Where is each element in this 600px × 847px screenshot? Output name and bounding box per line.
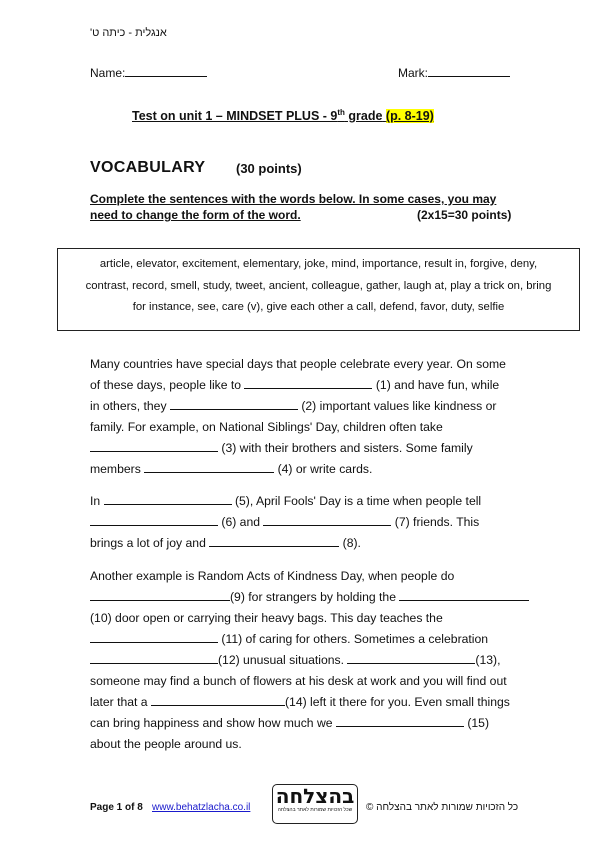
text-span: (4) or write cards. [274, 462, 373, 476]
text-span: brings a lot of joy and [90, 536, 210, 550]
text-line: about the people around us. [90, 737, 242, 751]
text-span: (5), April Fools' Day is a time when people tell [231, 494, 482, 508]
text-span: (9) for strangers by holding the [230, 590, 400, 604]
title-sup: th [337, 107, 345, 117]
text-span: (11) of caring for others. Sometimes a celebration [218, 632, 489, 646]
text-span: of these days, people like to [90, 378, 245, 392]
blank-4[interactable] [144, 460, 274, 473]
title-pages: (p. 8-19) [385, 109, 434, 123]
text-span: (2) important values like kindness or [297, 399, 497, 413]
title-grade: grade [344, 109, 383, 123]
blank-3[interactable] [90, 439, 218, 452]
instruction-text: Complete the sentences with the words below. In some cases, you may need to change the form of the word. [90, 192, 497, 222]
blank-14[interactable] [151, 693, 285, 706]
logo-subtext: שכל הזכויות שמורות לאתר בהצלחה [277, 807, 353, 813]
word-bank-line: article, elevator, excitement, elementary, joke, mind, importance, result in, forgive, deny, [99, 258, 538, 270]
subject-header: אנגלית - כיתה ט' [90, 27, 167, 39]
text-line: someone may find a bunch of flowers at his desk at work and you will find out [90, 674, 507, 688]
title-main: Test on unit 1 – MINDSET PLUS - 9 [132, 109, 338, 123]
blank-10[interactable] [399, 588, 529, 601]
text-span: later that a [90, 695, 151, 709]
site-link[interactable] [152, 802, 250, 813]
text-span: can bring happiness and show how much we [90, 716, 336, 730]
blank-13[interactable] [347, 651, 475, 664]
name-field[interactable] [90, 65, 207, 80]
paragraph-3 [90, 566, 565, 755]
paragraph-1 [90, 354, 560, 480]
text-span: (12) unusual situations. [218, 653, 348, 667]
blank-11[interactable] [90, 630, 218, 643]
blank-6[interactable] [90, 513, 218, 526]
name-input-line[interactable] [125, 65, 207, 77]
word-bank [57, 248, 580, 331]
text-span: In [90, 494, 104, 508]
rights-text: כל הזכויות שמורות לאתר בהצלחה © [366, 802, 519, 813]
section-heading: VOCABULARY [90, 159, 206, 176]
text-span: (6) and [218, 515, 264, 529]
text-span: (7) friends. This [391, 515, 480, 529]
paragraph-2 [90, 491, 560, 554]
blank-7[interactable] [263, 513, 391, 526]
text-line: Another example is Random Acts of Kindness Day, when people do [90, 569, 455, 583]
text-span: (3) with their brothers and sisters. Some family [218, 441, 473, 455]
site-url[interactable]: www.behatzlacha.co.il [152, 802, 251, 813]
text-line: (10) door open or carrying their heavy bags. This day teaches the [90, 611, 443, 625]
text-span: (14) left it there for you. Even small things [284, 695, 510, 709]
text-span: members [90, 462, 145, 476]
blank-5[interactable] [104, 492, 232, 505]
mark-field[interactable] [398, 65, 510, 80]
logo-text: בהצלחה [275, 784, 355, 808]
text-span: (1) and have fun, while [372, 378, 500, 392]
name-label: Name: [90, 66, 126, 80]
word-bank-line: for instance, see, care (v), give each other a call, defend, favor, duty, selfie [132, 301, 505, 313]
word-bank-line: contrast, record, smell, study, tweet, ancient, colleague, gather, laugh at, play a trick on, bring [85, 279, 552, 292]
mark-label: Mark: [398, 66, 428, 80]
text-span: (15) [463, 716, 489, 730]
blank-8[interactable] [209, 534, 339, 547]
blank-2[interactable] [170, 397, 298, 410]
blank-15[interactable] [336, 714, 464, 727]
text-span: in others, they [90, 399, 170, 413]
text-span: (8). [339, 536, 361, 550]
text-line: family. For example, on National Siblings' Day, children often take [90, 420, 443, 434]
blank-1[interactable] [244, 376, 372, 389]
mark-input-line[interactable] [428, 65, 510, 77]
section-points: (30 points) [236, 161, 302, 176]
test-title [132, 109, 434, 123]
logo [272, 784, 358, 824]
blank-12[interactable] [90, 651, 218, 664]
scoring-text: (2x15=30 points) [417, 208, 512, 222]
text-span: (13), [475, 653, 501, 667]
text-line: Many countries have special days that people celebrate every year. On some [90, 357, 506, 371]
page-number: Page 1 of 8 [90, 802, 143, 813]
blank-9[interactable] [90, 588, 230, 601]
